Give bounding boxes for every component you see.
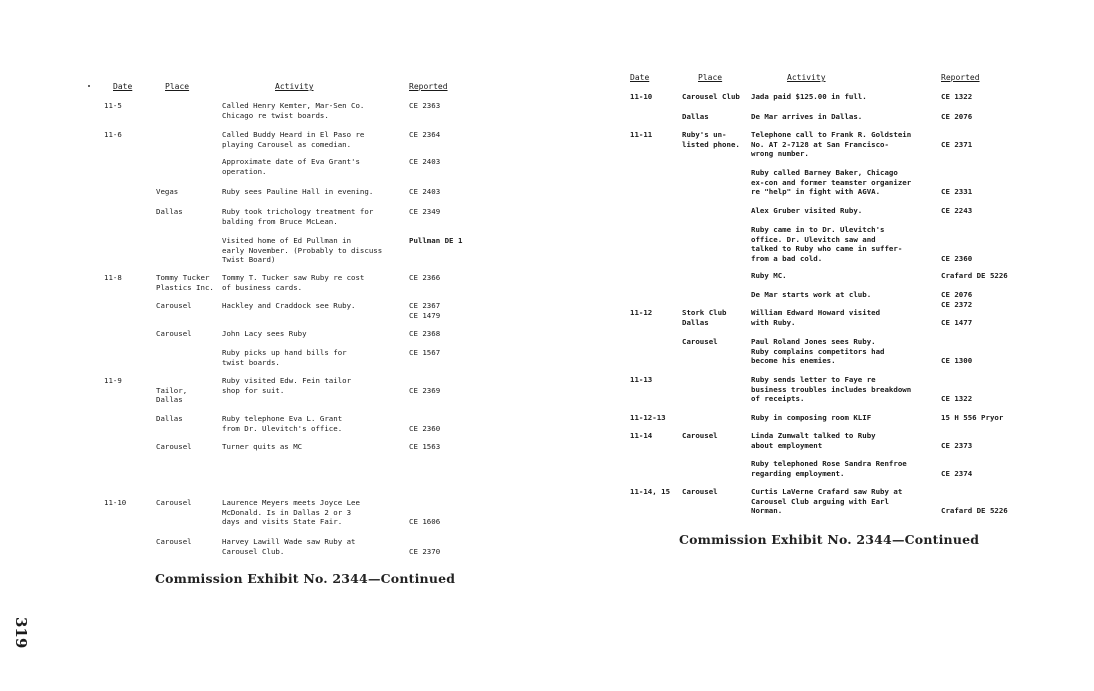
row-9-activity: William Edward Howard visited with Ruby. <box>751 308 881 327</box>
row-2-date: 11-6 <box>104 130 122 139</box>
row-14-date: 11-10 <box>104 498 127 507</box>
row-4-activity: Ruby sees Pauline Hall in evening. <box>222 187 374 196</box>
row-3-place: Ruby's un- listed phone. <box>682 130 740 149</box>
row-11-activity: Ruby sends letter to Faye re business troubles includes breakdown of receipts. <box>751 375 912 404</box>
row-15-place: Carousel <box>682 487 718 496</box>
row-15-place: Carousel <box>156 537 192 546</box>
row-2-place: Dallas <box>682 112 709 121</box>
row-15-activity: Curtis LaVerne Crafard saw Ruby at Carousel Club arguing with Earl Norman. <box>751 487 903 516</box>
row-7-reported: Crafard DE 5226 <box>941 271 1008 280</box>
row-12-reported: 15 H 556 Pryor <box>941 413 1004 422</box>
row-2-activity: De Mar arrives in Dallas. <box>751 112 863 121</box>
row-1-place: Carousel Club <box>682 92 740 101</box>
row-2-reported: CE 2364 <box>409 130 441 139</box>
row-10-activity: Paul Roland Jones sees Ruby. Ruby complains competitors had become his enemies. <box>751 337 885 366</box>
row-1-date: 11-5 <box>104 101 122 110</box>
row-14-reported: CE 2374 <box>941 468 973 478</box>
row-3-reported: CE 2403 <box>409 157 441 166</box>
row-11-date: 11-13 <box>630 375 653 384</box>
row-1-reported: CE 1322 <box>941 92 973 101</box>
row-13-activity: Linda Zumwalt talked to Ruby about employment <box>751 431 876 450</box>
row-4-reported: CE 2403 <box>409 187 441 196</box>
stray-mark <box>88 85 90 87</box>
row-12-activity: Ruby telephone Eva L. Grant from Dr. Ulevitch's office. <box>222 414 343 433</box>
right-page <box>547 0 1094 691</box>
header-date: Date <box>630 73 650 82</box>
row-12-activity: Ruby in composing room KLIF <box>751 413 872 422</box>
row-13-date: 11-14 <box>630 431 653 440</box>
row-10-activity: Ruby picks up hand bills for twist boards. <box>222 348 347 367</box>
row-14-activity: Ruby telephoned Rose Sandra Renfroe regarding employment. <box>751 459 907 478</box>
row-15-reported: Crafard DE 5226 <box>941 506 1008 516</box>
row-11-activity: Ruby visited Edw. Fein tailor shop for suit. <box>222 376 352 395</box>
row-1-reported: CE 2363 <box>409 101 441 110</box>
row-5-activity: Ruby took trichology treatment for balding from Bruce McLean. <box>222 207 374 226</box>
row-15-date: 11-14, 15 <box>630 487 671 496</box>
row-3-activity: Approximate date of Eva Grant's operation. <box>222 157 360 176</box>
header-place: Place <box>165 82 190 91</box>
row-14-activity: Laurence Meyers meets Joyce Lee McDonald. Is in Dallas 2 or 3 days and visits State Fair. <box>222 498 360 527</box>
row-3-date: 11-11 <box>630 130 653 139</box>
row-11-date: 11-9 <box>104 376 122 385</box>
row-1-date: 11-10 <box>630 92 653 101</box>
row-13-reported: CE 2373 <box>941 440 973 450</box>
row-10-place: Carousel <box>682 337 718 346</box>
row-10-reported: CE 1567 <box>409 348 441 357</box>
row-4-activity: Ruby called Barney Baker, Chicago ex-con and former teamster organizer re "help" in fight with AGVA. <box>751 168 912 197</box>
row-7-activity: Tommy T. Tucker saw Ruby re cost of business cards. <box>222 273 365 292</box>
row-1-activity: Jada paid $125.00 in full. <box>751 92 867 101</box>
row-11-reported: CE 2369 <box>409 385 441 395</box>
row-7-reported: CE 2366 <box>409 273 441 282</box>
row-3-activity: Telephone call to Frank R. Goldstein No. AT 2-7128 at San Francisco- wrong number. <box>751 130 912 159</box>
row-5-reported: CE 2243 <box>941 206 973 215</box>
row-12-reported: CE 2360 <box>409 423 441 433</box>
row-5-place: Dallas <box>156 207 183 216</box>
exhibit-caption: Commission Exhibit No. 2344—Continued <box>155 571 456 586</box>
row-9-date: 11-12 <box>630 308 653 317</box>
row-14-place: Carousel <box>156 498 192 507</box>
row-4-reported: CE 2331 <box>941 187 973 197</box>
row-6-reported: Pullman DE 1 <box>409 236 463 245</box>
row-5-activity: Alex Gruber visited Ruby. <box>751 206 863 215</box>
row-9-activity: John Lacy sees Ruby <box>222 329 307 338</box>
row-8-activity: Hackley and Craddock see Ruby. <box>222 301 356 310</box>
row-8-reported: CE 2367 CE 1479 <box>409 301 441 320</box>
row-15-reported: CE 2370 <box>409 546 441 556</box>
row-8-place: Carousel <box>156 301 192 310</box>
row-7-date: 11-8 <box>104 273 122 282</box>
row-12-date: 11-12-13 <box>630 413 666 422</box>
row-3-reported: CE 2371 <box>941 139 973 149</box>
row-2-reported: CE 2076 <box>941 112 973 121</box>
header-reported: Reported <box>409 82 448 91</box>
exhibit-caption: Commission Exhibit No. 2344—Continued <box>679 532 980 547</box>
row-9-place: Stork Club Dallas <box>682 308 727 327</box>
row-10-reported: CE 1300 <box>941 356 973 366</box>
row-7-place: Tommy Tucker Plastics Inc. <box>156 273 214 292</box>
row-6-activity: Ruby came in to Dr. Ulevitch's office. Dr. Ulevitch saw and talked to Ruby who came in suffer- from a bad cold. <box>751 225 903 263</box>
row-1-activity: Called Henry Kemter, Mar-Sen Co. Chicago re twist boards. <box>222 101 365 120</box>
row-5-reported: CE 2349 <box>409 207 441 216</box>
row-9-reported: CE 1477 <box>941 317 973 327</box>
row-6-reported: CE 2360 <box>941 253 973 263</box>
row-13-place: Carousel <box>682 431 718 440</box>
row-6-activity: Visited home of Ed Pullman in early November. (Probably to discuss Twist Board) <box>222 236 383 265</box>
header-reported: Reported <box>941 73 980 82</box>
row-7-activity: Ruby MC. <box>751 271 787 280</box>
row-14-reported: CE 1606 <box>409 517 441 527</box>
row-13-reported: CE 1563 <box>409 442 441 451</box>
row-13-place: Carousel <box>156 442 192 451</box>
row-9-place: Carousel <box>156 329 192 338</box>
row-8-activity: De Mar starts work at club. <box>751 290 872 299</box>
header-place: Place <box>698 73 723 82</box>
header-activity: Activity <box>787 73 826 82</box>
row-8-reported: CE 2076 CE 2372 <box>941 290 973 309</box>
page-number: 319 <box>12 617 30 649</box>
row-13-activity: Turner quits as MC <box>222 442 303 451</box>
row-4-place: Vegas <box>156 187 179 196</box>
row-2-activity: Called Buddy Heard in El Paso re playing Carousel as comedian. <box>222 130 365 149</box>
row-9-reported: CE 2368 <box>409 329 441 338</box>
header-date: Date <box>113 82 133 91</box>
row-11-reported: CE 1322 <box>941 394 973 404</box>
row-12-place: Dallas <box>156 414 183 423</box>
row-11-place: Tailor, Dallas <box>156 385 188 405</box>
row-15-activity: Harvey Lawill Wade saw Ruby at Carousel Club. <box>222 537 356 556</box>
header-activity: Activity <box>275 82 314 91</box>
